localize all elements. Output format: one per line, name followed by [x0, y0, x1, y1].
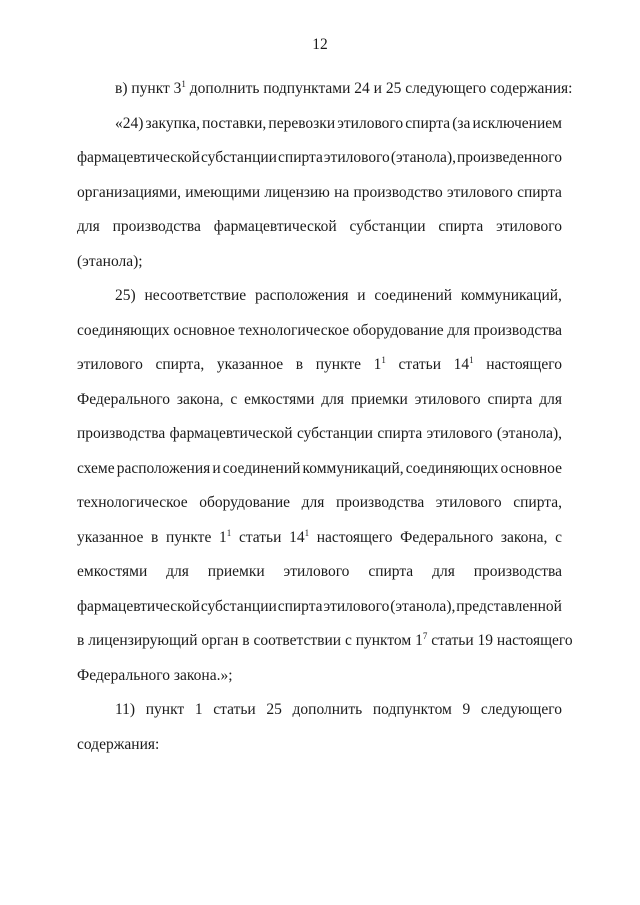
word: статьи — [213, 701, 256, 718]
word: 9 — [462, 701, 471, 718]
word: фармацевтической — [169, 425, 293, 442]
word: лицензию — [264, 183, 330, 201]
word: с — [230, 390, 238, 408]
text-line — [77, 176, 562, 211]
word: приемки — [207, 563, 265, 580]
word: этилового — [496, 218, 562, 235]
word: производства — [335, 494, 425, 511]
text-line: в) пункт $3^1$ дополнить подпунктами 24 и 25 следующего содержания: — [115, 79, 573, 97]
word: закона, — [176, 390, 224, 408]
word: субстанции — [349, 218, 426, 235]
text-line: указанное в пункте $1^1$ статьи $14^1$ настоящего Федерального закона, с — [77, 527, 562, 546]
word: для — [432, 563, 455, 580]
word: этилового — [414, 390, 481, 408]
word: фармацевтической — [77, 597, 200, 615]
word: производства — [473, 321, 562, 339]
word: этилового — [426, 425, 493, 442]
text-line: содержания: — [77, 735, 160, 753]
word: фармацевтической — [77, 149, 200, 166]
word: технологическое — [77, 494, 188, 511]
word: для — [447, 321, 471, 339]
text-line: в лицензирующий орган в соответствии с пунктом $1^7$ статьи 19 настоящего — [77, 631, 573, 649]
word: 25) — [115, 287, 136, 304]
text-line — [77, 279, 562, 314]
text-line — [77, 590, 562, 625]
word: исключением — [472, 114, 562, 132]
word: 25 — [266, 701, 282, 718]
text-line — [77, 314, 562, 349]
word: этилового — [337, 114, 404, 132]
word: для — [166, 563, 189, 580]
word: спирта — [277, 597, 323, 615]
word: «24) — [115, 114, 144, 132]
text-line: этилового спирта, указанное в пункте $1^1$ статьи $14^1$ настоящего — [77, 355, 562, 373]
text-line — [77, 555, 562, 590]
word: для — [301, 494, 325, 511]
word: технологическое — [238, 321, 350, 339]
word: производства — [473, 563, 562, 580]
text-line: (этанола); — [77, 252, 143, 270]
word: спирта — [368, 563, 414, 580]
word: схеме — [77, 459, 115, 477]
word: произведенного — [457, 149, 562, 166]
word: приемки — [350, 390, 408, 408]
word: этилового — [283, 563, 350, 580]
word: основное — [173, 321, 235, 339]
word: оборудование — [352, 321, 444, 339]
word: (этанола), — [390, 597, 456, 615]
word: для — [539, 390, 562, 408]
text-line — [77, 417, 562, 452]
word: имеющими — [185, 183, 261, 201]
word: основное — [500, 459, 562, 477]
text-line — [77, 383, 562, 418]
word: расположения — [254, 287, 349, 304]
word: этилового — [446, 183, 513, 201]
word: этилового — [435, 494, 502, 511]
word: субстанции — [200, 597, 277, 615]
word: следующего — [480, 701, 562, 718]
word: соединяющих — [77, 321, 170, 339]
page-number: 12 — [312, 36, 328, 53]
word: расположения — [116, 459, 211, 477]
word: фармацевтической — [213, 218, 337, 235]
word: производства — [112, 218, 201, 235]
text-line — [77, 452, 562, 487]
text-line — [77, 486, 562, 521]
text-line — [77, 210, 562, 245]
word: (этанола), — [496, 425, 562, 442]
word: коммуникаций, — [302, 459, 404, 477]
word: емкостями — [244, 390, 315, 408]
word: несоответствие — [144, 287, 247, 304]
word: оборудование — [199, 494, 291, 511]
word: спирта — [405, 114, 451, 132]
word: коммуникаций, — [460, 287, 562, 304]
word: 11) — [115, 701, 136, 718]
word: соединений — [222, 459, 301, 477]
word: представленной — [456, 597, 562, 615]
word: поставки, — [202, 114, 267, 132]
word: спирта — [487, 390, 533, 408]
word: дополнить — [292, 701, 363, 718]
word: соединяющих — [405, 459, 499, 477]
word: субстанции — [296, 425, 373, 442]
text-line — [77, 107, 562, 142]
word: спирта — [377, 425, 423, 442]
word: и — [212, 459, 221, 477]
word: на — [334, 183, 350, 201]
word: спирта, — [513, 494, 562, 511]
document-body — [77, 72, 573, 762]
word: 1 — [194, 701, 203, 718]
text-line — [77, 693, 562, 728]
word: закупка, — [145, 114, 200, 132]
word: субстанции — [200, 149, 277, 166]
word: этилового — [323, 597, 390, 615]
word: для — [321, 390, 345, 408]
word: пункт — [145, 701, 185, 718]
word: соединений — [374, 287, 453, 304]
word: емкостями — [77, 563, 148, 580]
word: Федерального — [77, 390, 171, 408]
word: спирта — [438, 218, 484, 235]
word: (за — [452, 114, 471, 132]
word: перевозки — [268, 114, 336, 132]
word: этилового — [323, 149, 390, 166]
word: (этанола), — [390, 149, 456, 166]
text-line — [77, 141, 562, 176]
word: организациями, — [77, 183, 182, 201]
word: и — [357, 287, 366, 304]
word: спирта — [278, 149, 323, 166]
text-line: Федерального закона.»; — [77, 666, 233, 684]
word: производства — [77, 425, 166, 442]
word: производство — [353, 183, 443, 201]
word: для — [77, 218, 100, 235]
word: спирта — [517, 183, 562, 201]
word: подпунктом — [372, 701, 452, 718]
